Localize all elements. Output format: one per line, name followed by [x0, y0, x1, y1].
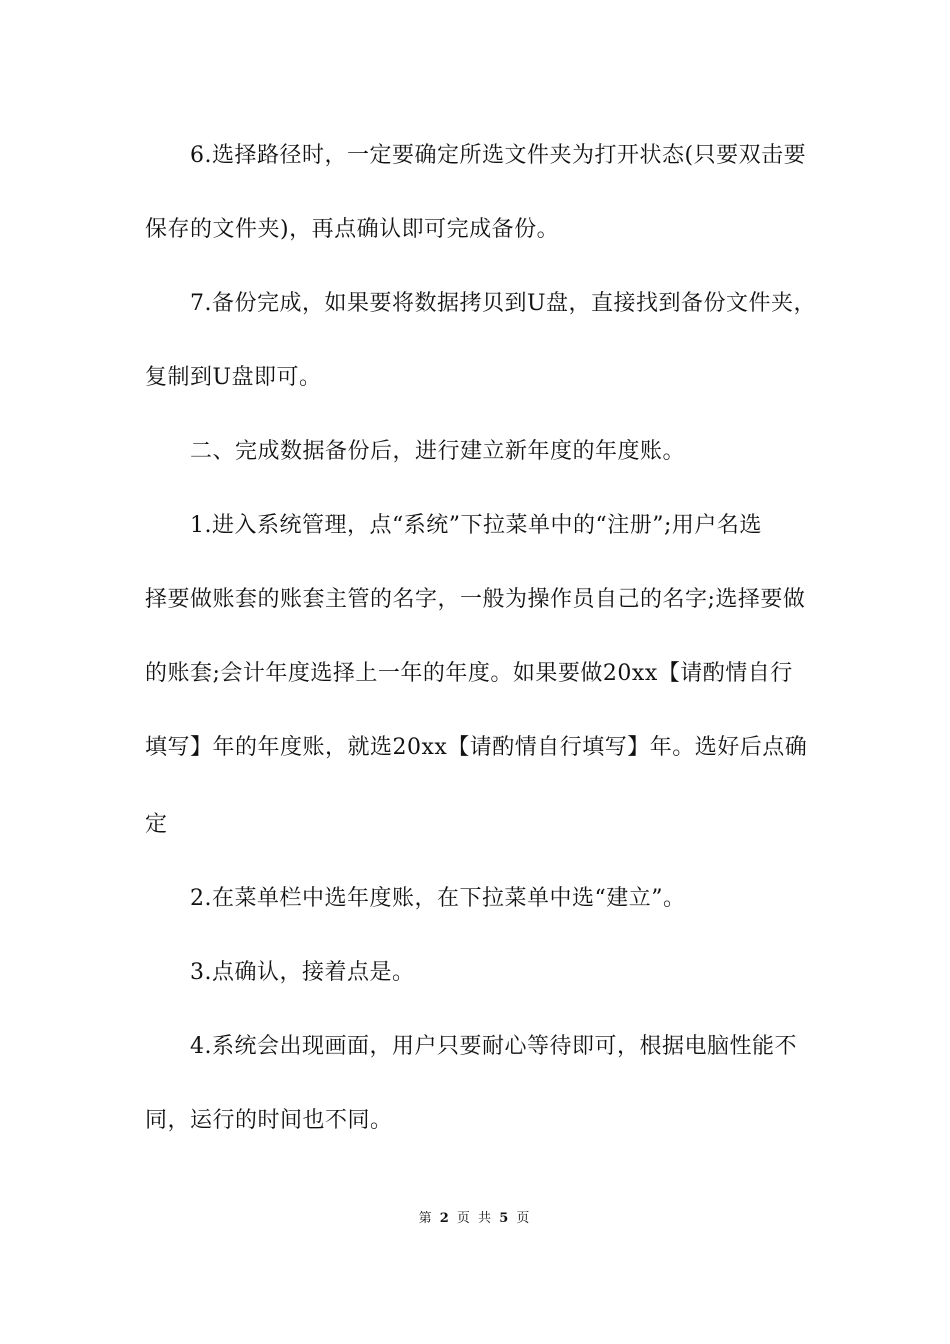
paragraph-line: 4.系统会出现画面，用户只要耐心等待即可，根据电脑性能不 [190, 1034, 797, 1059]
paragraph-line: 保存的文件夹)，再点确认即可完成备份。 [145, 217, 560, 242]
page-footer [0, 1210, 950, 1228]
paragraph-line: 的账套;会计年度选择上一年的年度。如果要做20xx【请酌情自行 [145, 661, 793, 686]
footer-prefix: 第 [418, 1211, 434, 1226]
current-page-number: 2 [439, 1211, 451, 1226]
paragraph-line: 择要做账套的账套主管的名字，一般为操作员自己的名字;选择要做 [145, 587, 806, 612]
paragraph-line: 定 [145, 812, 168, 837]
paragraph-line: 3.点确认，接着点是。 [190, 960, 415, 985]
paragraph-line: 复制到U盘即可。 [145, 365, 322, 390]
paragraph-line: 2.在菜单栏中选年度账，在下拉菜单中选“建立”。 [190, 886, 686, 911]
footer-suffix: 页 [516, 1211, 532, 1226]
paragraph-line: 填写】年的年度账，就选20xx【请酌情自行填写】年。选好后点确 [145, 735, 808, 760]
paragraph-line: 1.进入系统管理，点“系统”下拉菜单中的“注册”;用户名选 [190, 513, 762, 538]
paragraph-line: 同，运行的时间也不同。 [145, 1108, 393, 1133]
paragraph-line: 6.选择路径时，一定要确定所选文件夹为打开状态(只要双击要 [190, 143, 807, 168]
section-heading: 二、完成数据备份后，进行建立新年度的年度账。 [190, 439, 686, 464]
footer-middle: 页 共 [456, 1211, 494, 1226]
total-page-count: 5 [499, 1211, 511, 1226]
paragraph-line: 7.备份完成，如果要将数据拷贝到U盘，直接找到备份文件夹， [190, 291, 817, 316]
